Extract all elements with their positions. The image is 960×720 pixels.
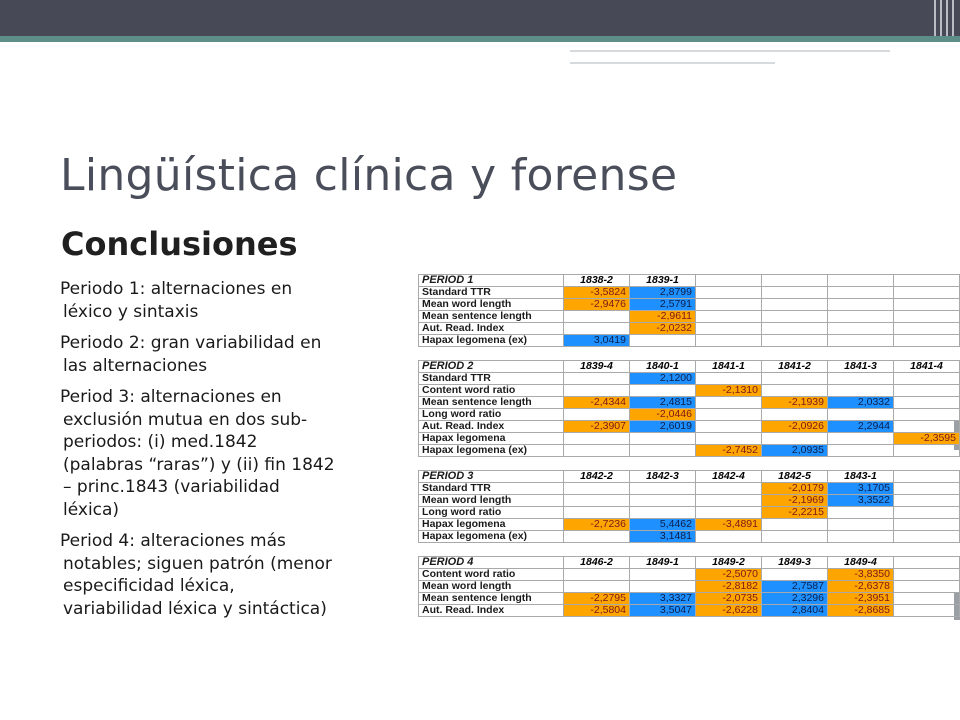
metric-label: Hapax legomena (ex) (419, 445, 564, 457)
column-header: 1839-4 (564, 361, 630, 373)
value-cell (564, 445, 630, 457)
conclusion-line: notables; siguen patrón (menor (63, 553, 332, 574)
conclusion-line: Period 4: alteraciones más (60, 531, 286, 551)
column-header: 1841-4 (894, 361, 960, 373)
conclusion-line: especificidad léxica, (63, 576, 235, 596)
conclusion-line: las alternaciones (63, 355, 208, 376)
conclusion-item (60, 278, 420, 323)
value-cell: 2,0935 (762, 445, 828, 457)
table-row (419, 299, 960, 311)
conclusion-line: Periodo 1: alternaciones en (60, 279, 293, 299)
conclusion-line: exclusión mutua en dos sub- (63, 409, 308, 430)
value-cell: 2,5791 (630, 299, 696, 311)
column-header: 1842-5 (762, 471, 828, 483)
value-cell (894, 483, 960, 495)
value-cell: -3,8350 (828, 569, 894, 581)
value-cell (696, 409, 762, 421)
value-cell (564, 373, 630, 385)
value-cell: -2,5070 (696, 569, 762, 581)
metric-label: Content word ratio (419, 569, 564, 581)
column-header (894, 471, 960, 483)
value-cell (828, 409, 894, 421)
period-table (418, 274, 960, 347)
value-cell: -2,0735 (696, 593, 762, 605)
value-cell (894, 531, 960, 543)
value-cell (894, 373, 960, 385)
value-cell: 3,1481 (630, 531, 696, 543)
value-cell (762, 335, 828, 347)
conclusion-item (60, 332, 420, 377)
value-cell (564, 531, 630, 543)
value-cell: -2,1969 (762, 495, 828, 507)
conclusion-line: – princ.1843 (variabilidad (63, 477, 280, 497)
value-cell (630, 445, 696, 457)
value-cell (696, 311, 762, 323)
value-cell (828, 299, 894, 311)
period-label: Period 3 (60, 387, 130, 407)
value-cell: 2,2944 (828, 421, 894, 433)
table-row (419, 605, 960, 617)
table-row (419, 507, 960, 519)
value-cell (696, 287, 762, 299)
value-cell (828, 323, 894, 335)
period-table (418, 556, 960, 617)
value-cell: 3,3522 (828, 495, 894, 507)
period-title: PERIOD 1 (419, 275, 564, 287)
value-cell (828, 385, 894, 397)
value-cell: 2,8404 (762, 605, 828, 617)
table-row (419, 483, 960, 495)
metric-label: Aut. Read. Index (419, 605, 564, 617)
table-row (419, 373, 960, 385)
header-corner-lines (930, 0, 960, 36)
header-accent-stripe (0, 36, 960, 42)
value-cell: -2,1939 (762, 397, 828, 409)
header-band (0, 0, 960, 36)
column-header (696, 275, 762, 287)
value-cell (762, 519, 828, 531)
value-cell (630, 433, 696, 445)
column-header: 1842-4 (696, 471, 762, 483)
value-cell (894, 299, 960, 311)
metric-label: Mean word length (419, 495, 564, 507)
value-cell: -2,0179 (762, 483, 828, 495)
value-cell (762, 323, 828, 335)
value-cell (894, 323, 960, 335)
value-cell (630, 483, 696, 495)
metric-label: Hapax legomena (419, 519, 564, 531)
value-cell: -2,7452 (696, 445, 762, 457)
value-cell (696, 397, 762, 409)
metric-label: Hapax legomena (ex) (419, 531, 564, 543)
metric-label: Long word ratio (419, 507, 564, 519)
table-row (419, 531, 960, 543)
value-cell (762, 433, 828, 445)
conclusion-line: variabilidad léxica y sintáctica) (63, 598, 327, 619)
value-cell (828, 507, 894, 519)
metric-label: Mean sentence length (419, 397, 564, 409)
table-row (419, 397, 960, 409)
period-tables (418, 274, 960, 630)
table-row (419, 569, 960, 581)
value-cell (630, 335, 696, 347)
value-cell (828, 335, 894, 347)
value-cell (762, 385, 828, 397)
value-cell (696, 433, 762, 445)
value-cell: 2,3296 (762, 593, 828, 605)
value-cell (894, 397, 960, 409)
value-cell: 2,6019 (630, 421, 696, 433)
value-cell (696, 335, 762, 347)
slide-subtitle: Conclusiones (61, 225, 298, 263)
column-header: 1842-3 (630, 471, 696, 483)
column-header: 1841-2 (762, 361, 828, 373)
table-row (419, 287, 960, 299)
column-header (894, 557, 960, 569)
value-cell (696, 495, 762, 507)
table-row (419, 445, 960, 457)
value-cell (894, 519, 960, 531)
value-cell: -2,0926 (762, 421, 828, 433)
metric-label: Hapax legomena (ex) (419, 335, 564, 347)
value-cell (564, 311, 630, 323)
value-cell (762, 287, 828, 299)
metric-label: Standard TTR (419, 483, 564, 495)
period-title: PERIOD 3 (419, 471, 564, 483)
conclusion-item (60, 530, 420, 620)
column-header: 1842-2 (564, 471, 630, 483)
column-header: 1849-3 (762, 557, 828, 569)
table-row (419, 409, 960, 421)
column-header (894, 275, 960, 287)
value-cell (630, 569, 696, 581)
conclusion-line: Period 3: alternaciones en (60, 387, 282, 407)
value-cell (762, 373, 828, 385)
value-cell: -2,0446 (630, 409, 696, 421)
value-cell: 3,0419 (564, 335, 630, 347)
value-cell (762, 569, 828, 581)
value-cell (696, 299, 762, 311)
conclusion-line: Periodo 2: gran variabilidad en (60, 333, 322, 353)
period-label: Periodo 1 (60, 279, 140, 299)
value-cell (696, 421, 762, 433)
value-cell (630, 581, 696, 593)
value-cell: -2,7236 (564, 519, 630, 531)
value-cell: -2,4344 (564, 397, 630, 409)
value-cell (828, 519, 894, 531)
value-cell (564, 569, 630, 581)
value-cell (894, 495, 960, 507)
value-cell (564, 483, 630, 495)
value-cell (894, 421, 960, 433)
value-cell (696, 531, 762, 543)
value-cell (564, 495, 630, 507)
value-cell (894, 605, 960, 617)
table-row (419, 593, 960, 605)
period-table (418, 360, 960, 457)
value-cell (828, 311, 894, 323)
column-header: 1838-2 (564, 275, 630, 287)
metric-label: Aut. Read. Index (419, 323, 564, 335)
column-header: 1843-1 (828, 471, 894, 483)
value-cell (630, 507, 696, 519)
value-cell (564, 409, 630, 421)
value-cell (828, 287, 894, 299)
value-cell (564, 507, 630, 519)
column-header: 1840-1 (630, 361, 696, 373)
value-cell: -2,5804 (564, 605, 630, 617)
table-row (419, 323, 960, 335)
period-title: PERIOD 2 (419, 361, 564, 373)
value-cell (762, 531, 828, 543)
value-cell (894, 287, 960, 299)
value-cell: -3,5824 (564, 287, 630, 299)
conclusion-line: (palabras “raras”) y (ii) fin 1842 (63, 454, 335, 475)
value-cell (762, 311, 828, 323)
value-cell (564, 433, 630, 445)
value-cell (696, 373, 762, 385)
value-cell (828, 445, 894, 457)
value-cell: 2,1200 (630, 373, 696, 385)
value-cell (894, 581, 960, 593)
value-cell: -2,3907 (564, 421, 630, 433)
metric-label: Content word ratio (419, 385, 564, 397)
metric-label: Long word ratio (419, 409, 564, 421)
value-cell (894, 593, 960, 605)
column-header: 1849-4 (828, 557, 894, 569)
value-cell: 3,1705 (828, 483, 894, 495)
value-cell (762, 409, 828, 421)
value-cell (564, 385, 630, 397)
value-cell (696, 507, 762, 519)
metric-label: Standard TTR (419, 287, 564, 299)
conclusion-line: léxico y sintaxis (63, 301, 199, 322)
value-cell: -2,8182 (696, 581, 762, 593)
value-cell: -2,0232 (630, 323, 696, 335)
metric-label: Hapax legomena (419, 433, 564, 445)
table-row (419, 433, 960, 445)
value-cell (630, 385, 696, 397)
column-header: 1839-1 (630, 275, 696, 287)
value-cell (630, 495, 696, 507)
value-cell (894, 507, 960, 519)
value-cell: -2,6228 (696, 605, 762, 617)
column-header: 1841-3 (828, 361, 894, 373)
value-cell: -3,4891 (696, 519, 762, 531)
period-table (418, 470, 960, 543)
value-cell (696, 483, 762, 495)
decorative-rule (570, 62, 775, 64)
metric-label: Mean sentence length (419, 593, 564, 605)
column-header: 1841-1 (696, 361, 762, 373)
conclusion-item (60, 386, 420, 521)
metric-label: Aut. Read. Index (419, 421, 564, 433)
value-cell (894, 311, 960, 323)
value-cell (762, 299, 828, 311)
table-row (419, 385, 960, 397)
value-cell (894, 569, 960, 581)
value-cell: -2,1310 (696, 385, 762, 397)
value-cell: -2,6378 (828, 581, 894, 593)
conclusion-list (60, 278, 420, 629)
column-header (828, 275, 894, 287)
value-cell (894, 445, 960, 457)
value-cell (828, 531, 894, 543)
metric-label: Mean word length (419, 299, 564, 311)
column-header: 1846-2 (564, 557, 630, 569)
table-row (419, 335, 960, 347)
metric-label: Mean sentence length (419, 311, 564, 323)
period-title: PERIOD 4 (419, 557, 564, 569)
table-row (419, 519, 960, 531)
value-cell: -2,3951 (828, 593, 894, 605)
value-cell (894, 409, 960, 421)
decorative-rule (570, 50, 890, 52)
value-cell: 3,3327 (630, 593, 696, 605)
value-cell (696, 323, 762, 335)
table-row (419, 495, 960, 507)
column-header: 1849-1 (630, 557, 696, 569)
slide-title: Lingüística clínica y forense (60, 150, 678, 201)
column-header: 1849-2 (696, 557, 762, 569)
metric-label: Mean word length (419, 581, 564, 593)
value-cell (564, 581, 630, 593)
value-cell: -2,8685 (828, 605, 894, 617)
table-row (419, 311, 960, 323)
conclusion-line: periodos: (i) med.1842 (63, 432, 258, 452)
metric-label: Standard TTR (419, 373, 564, 385)
value-cell (828, 373, 894, 385)
value-cell (894, 385, 960, 397)
period-label: Period 4 (60, 531, 130, 551)
value-cell: 5,4462 (630, 519, 696, 531)
period-label: Periodo 2 (60, 333, 140, 353)
value-cell: 2,7587 (762, 581, 828, 593)
column-header (762, 275, 828, 287)
table-row (419, 421, 960, 433)
value-cell (828, 433, 894, 445)
value-cell: 2,8799 (630, 287, 696, 299)
conclusion-line: léxica) (63, 499, 120, 520)
value-cell: -2,2795 (564, 593, 630, 605)
value-cell (894, 335, 960, 347)
value-cell: -2,9611 (630, 311, 696, 323)
value-cell: 2,0332 (828, 397, 894, 409)
value-cell: -2,3595 (894, 433, 960, 445)
value-cell: -2,9476 (564, 299, 630, 311)
value-cell: -2,2215 (762, 507, 828, 519)
value-cell (564, 323, 630, 335)
value-cell: 2,4815 (630, 397, 696, 409)
value-cell: 3,5047 (630, 605, 696, 617)
table-row (419, 581, 960, 593)
